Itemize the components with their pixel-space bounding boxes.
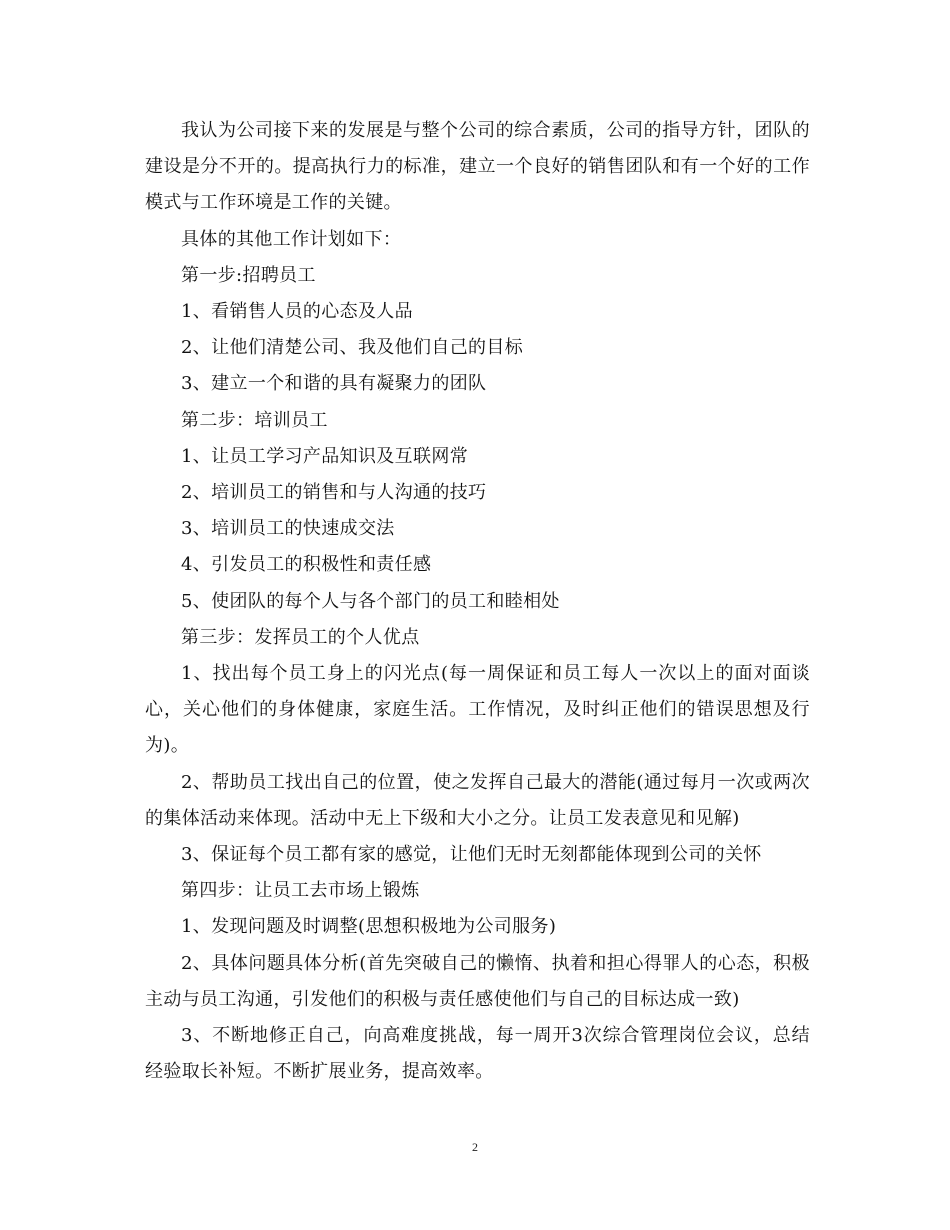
step-three-heading: 第三步：发挥员工的个人优点 bbox=[181, 626, 420, 648]
step-four-heading: 第四步：让员工去市场上锻炼 bbox=[181, 880, 420, 902]
paragraph-plan-heading: 具体的其他工作计划如下： bbox=[181, 228, 402, 250]
list-item: 3、不断地修正自己，向高难度挑战，每一周开3次综合管理岗位会议，总结经验取长补短。不断扩展业务，提高效率。 bbox=[145, 1025, 810, 1083]
list-item: 4、引发员工的积极性和责任感 bbox=[181, 554, 432, 576]
step-two-heading: 第二步：培训员工 bbox=[181, 409, 328, 431]
list-item: 3、保证每个员工都有家的感觉，让他们无时无刻都能体现到公司的关怀 bbox=[181, 844, 762, 866]
list-item: 1、找出每个员工身上的闪光点(每一周保证和员工每人一次以上的面对面谈心，关心他们的身体健康，家庭生活。工作情况，及时纠正他们的错误思想及行为)。 bbox=[145, 663, 810, 757]
page-number: 2 bbox=[472, 1140, 478, 1154]
step-one-heading: 第一步:招聘员工 bbox=[181, 264, 316, 286]
paragraph-intro: 我认为公司接下来的发展是与整个公司的综合素质，公司的指导方针，团队的建设是分不开的。提高执行力的标准，建立一个良好的销售团队和有一个好的工作模式与工作环境是工作的关键。 bbox=[145, 120, 810, 214]
list-item: 2、让他们清楚公司、我及他们自己的目标 bbox=[181, 337, 524, 359]
list-item: 1、看销售人员的心态及人品 bbox=[181, 301, 414, 323]
list-item: 5、使团队的每个人与各个部门的员工和睦相处 bbox=[181, 590, 560, 612]
list-item: 2、培训员工的销售和与人沟通的技巧 bbox=[181, 482, 487, 504]
list-item: 1、让员工学习产品知识及互联网常 bbox=[181, 445, 469, 467]
document-body bbox=[145, 113, 810, 1090]
list-item: 2、帮助员工找出自己的位置，使之发挥自己最大的潜能(通过每月一次或两次的集体活动来体现。活动中无上下级和大小之分。让员工发表意见和见解) bbox=[145, 771, 810, 829]
list-item: 2、具体问题具体分析(首先突破自己的懒惰、执着和担心得罪人的心态，积极主动与员工沟通，引发他们的积极与责任感使他们与自己的目标达成一致) bbox=[145, 952, 810, 1010]
list-item: 1、发现问题及时调整(思想积极地为公司服务) bbox=[181, 916, 557, 938]
list-item: 3、培训员工的快速成交法 bbox=[181, 518, 395, 540]
list-item: 3、建立一个和谐的具有凝聚力的团队 bbox=[181, 373, 487, 395]
